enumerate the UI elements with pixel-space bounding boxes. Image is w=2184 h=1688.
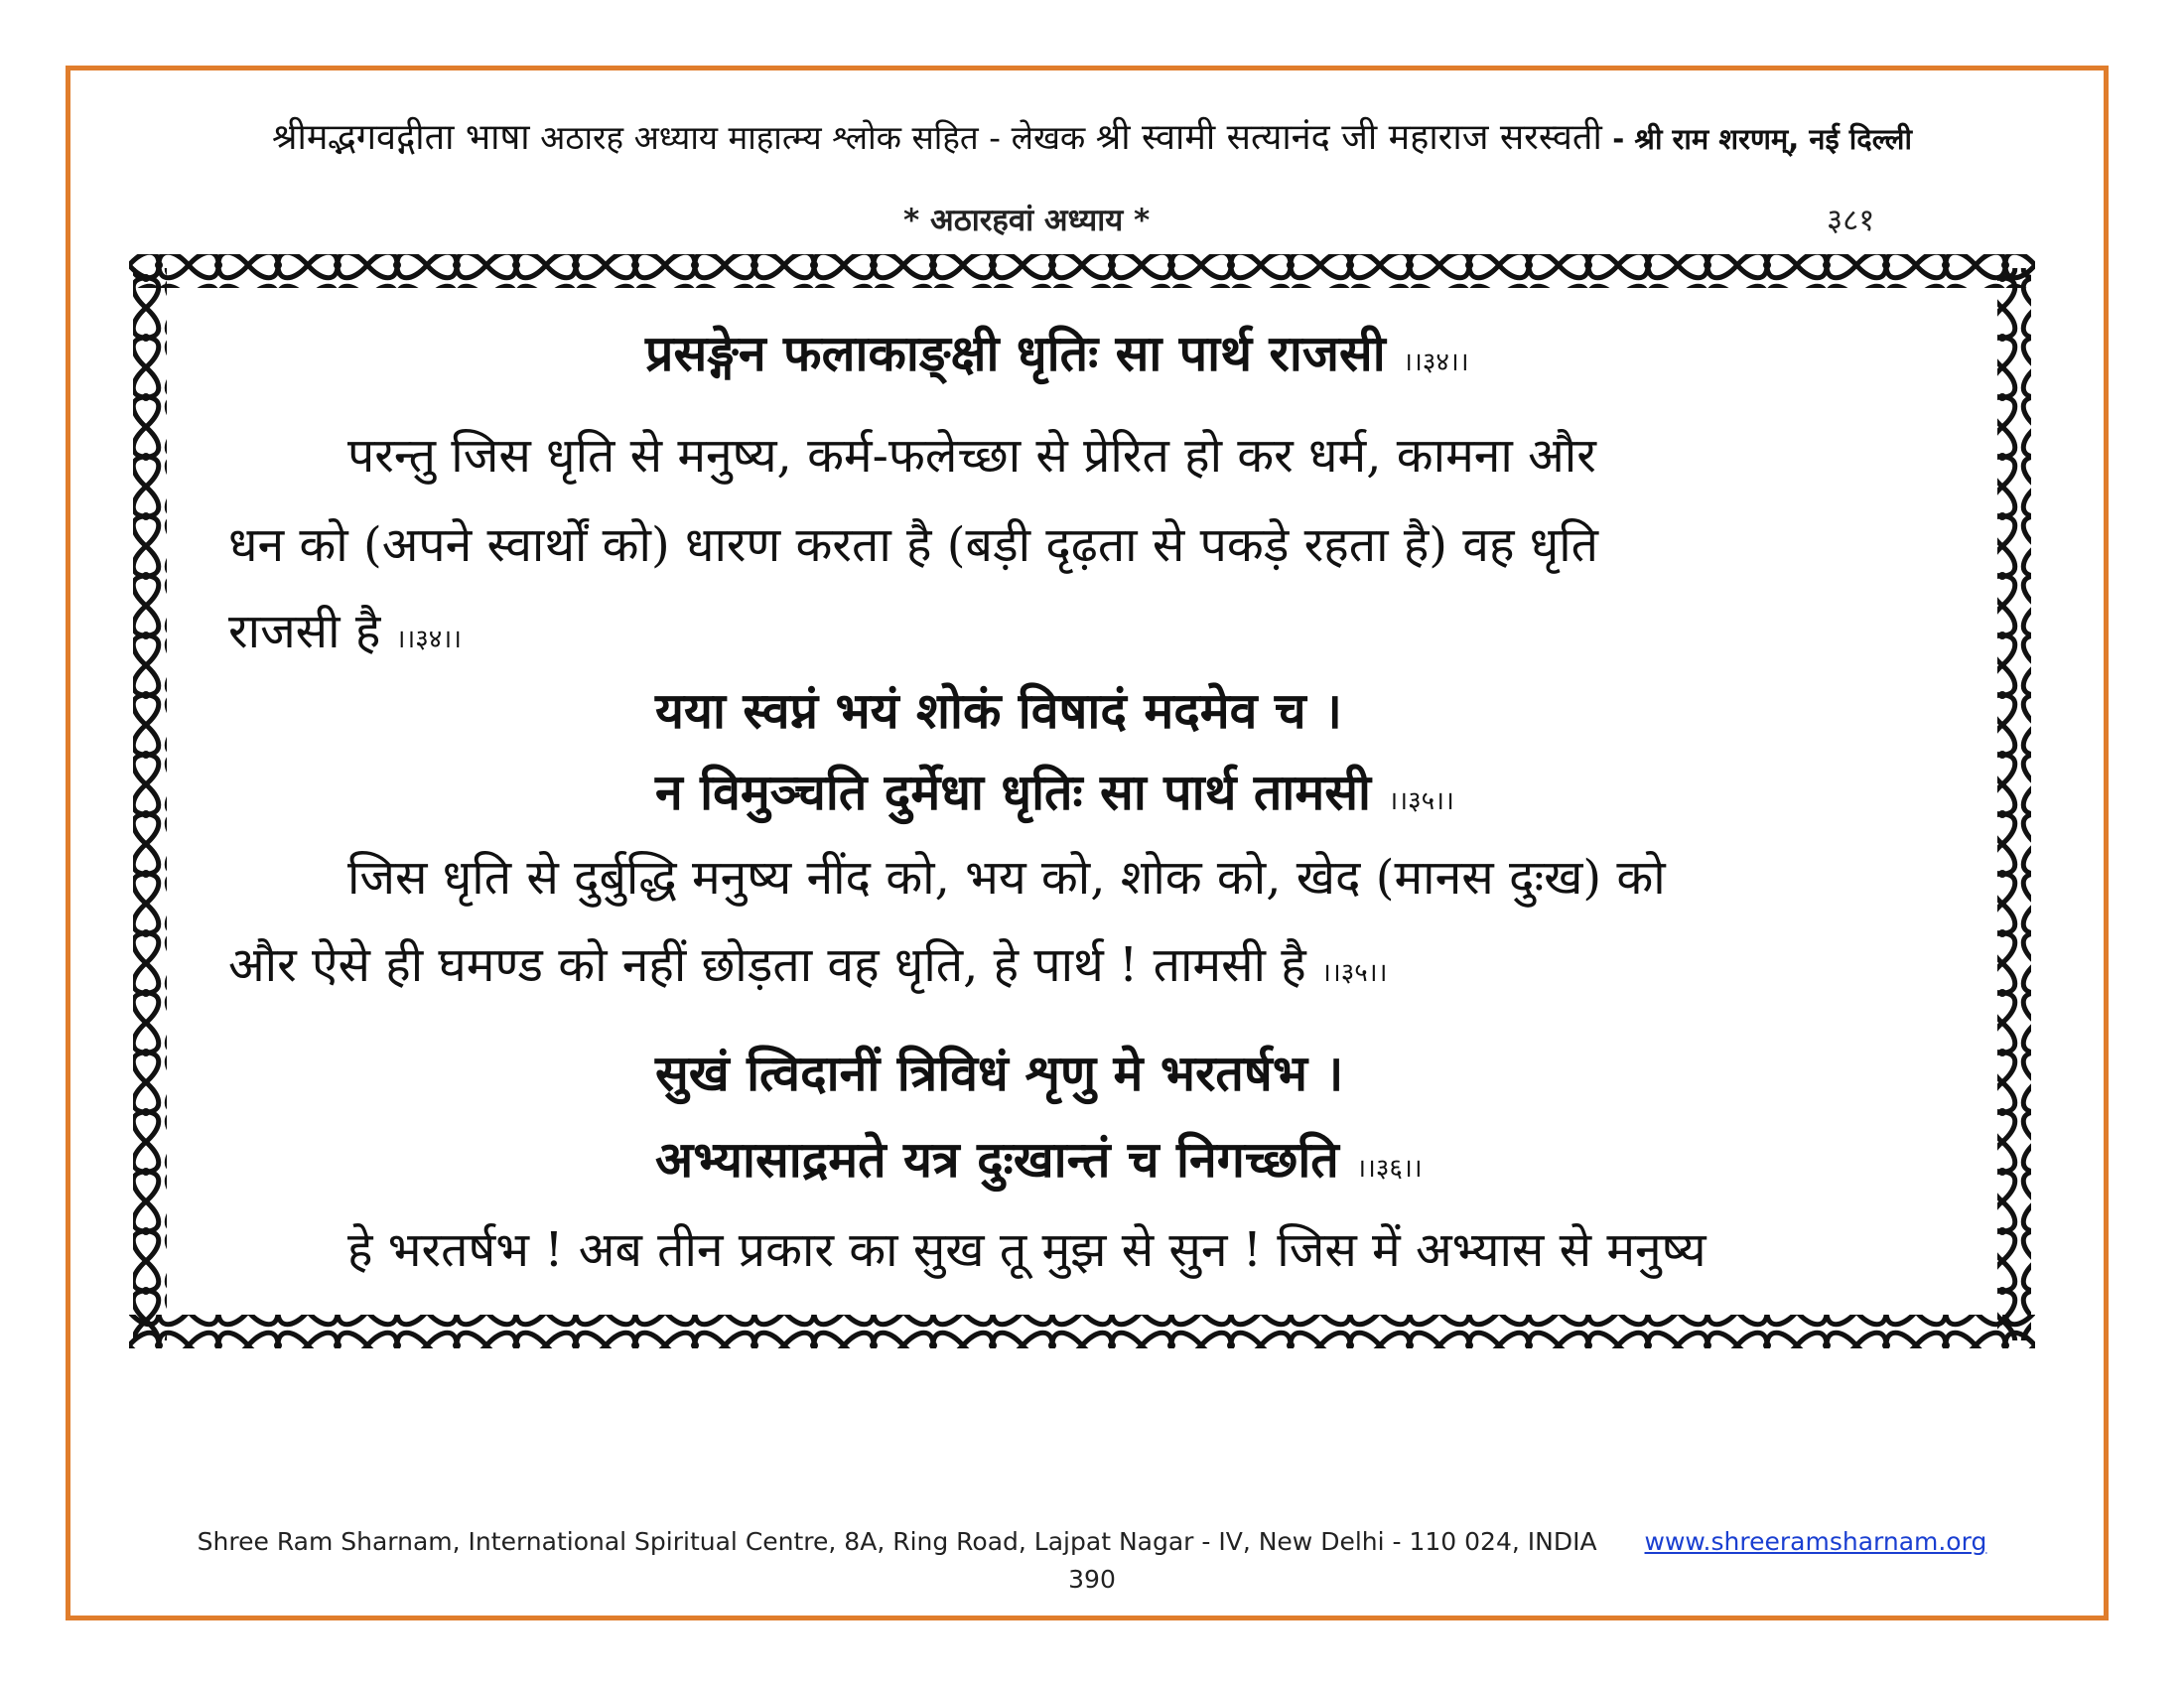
prose-36-line-1: हे भरतर्षभ ! अब तीन प्रकार का सुख तू मुझ से सुन ! जिस में अभ्यास से मनुष्य [347, 1222, 1706, 1278]
prose-35-line-2 [228, 931, 1387, 996]
scanned-page [129, 248, 2035, 1362]
verse-34-number: ।।३४।। [1403, 348, 1469, 377]
verse-36-text: अभ्यासाद्रमते यत्र दुःखान्तं च निगच्छति [655, 1130, 1339, 1189]
page-footer [0, 1527, 2184, 1556]
header-subtitle: अठारह अध्याय माहात्म्य श्लोक सहित - लेखक [540, 118, 1086, 157]
header-title: श्रीमद्भगवद्गीता भाषा [272, 117, 530, 158]
verse-36-number: ।।३६।। [1356, 1154, 1423, 1184]
verse-36-line-1: सुखं त्विदानीं त्रिविधं शृणु मे भरतर्षभ । [655, 1044, 1344, 1102]
website-link[interactable]: www.shreeramsharnam.org [1644, 1527, 1987, 1556]
prose-34-line-1: परन्तु जिस धृति से मनुष्य, कर्म-फलेच्छा से प्रेरित हो कर धर्म, कामना और [347, 428, 1596, 484]
verse-35-line-1: यया स्वप्नं भयं शोकं विषादं मदमेव च । [655, 681, 1342, 740]
footer-page-number: 390 [1068, 1565, 1116, 1594]
prose-35-text: और ऐसे ही घमण्ड को नहीं छोड़ता वह धृति, हे पार्थ ! तामसी है [228, 937, 1306, 993]
scan-content [228, 308, 1936, 1301]
verse-34-text: प्रसङ्गेन फलाकाङ्क्षी धृतिः सा पार्थ राजसी [645, 324, 1386, 382]
prose-35-number: ।।३५।। [1320, 958, 1388, 988]
scan-page-number: ३८१ [1827, 203, 1875, 238]
page-header [0, 111, 2184, 160]
prose-34-line-2: धन को (अपने स्वार्थों को) धारण करता है (बड़ी दृढ़ता से पकड़े रहता है) वह धृति [228, 517, 1599, 573]
prose-34-text: राजसी है [228, 604, 381, 659]
prose-34-number: ।।३४।। [395, 625, 463, 654]
verse-34-line [645, 318, 1469, 385]
prose-35-line-1: जिस धृति से दुर्बुद्धि मनुष्य नींद को, भय को, शोक को, खेद (मानस दुःख) को [347, 850, 1666, 906]
header-publisher: - श्री राम शरणम्, नई दिल्ली [1612, 122, 1912, 156]
header-author: श्री स्वामी सत्यानंद जी महाराज सरस्वती [1095, 117, 1602, 158]
footer-address: Shree Ram Sharnam, International Spiritual Centre, 8A, Ring Road, Lajpat Nagar - IV, New Delhi - 110 024, INDIA [197, 1527, 1597, 1556]
prose-34-line-3 [228, 598, 462, 662]
verse-35-line-2 [655, 757, 1454, 824]
verse-35-number: ।।३५।। [1388, 786, 1454, 816]
chapter-title: * अठारहवां अध्याय * [903, 203, 1151, 238]
verse-36-line-2 [655, 1124, 1423, 1192]
verse-35-text: न विमुञ्चति दुर्मेधा धृतिः सा पार्थ तामसी [655, 763, 1371, 821]
